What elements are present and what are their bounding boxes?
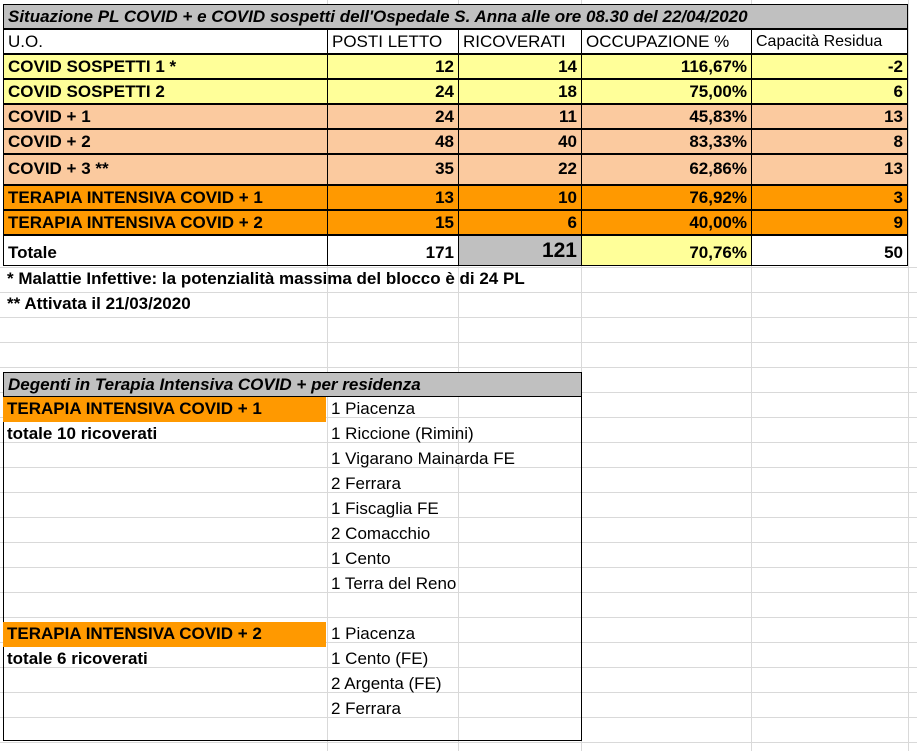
row-1-occupazione[interactable]: 116,67% [581, 54, 752, 79]
row-3-occupazione[interactable]: 45,83% [581, 104, 752, 129]
row-6-occupazione[interactable]: 76,92% [581, 185, 752, 210]
row-3-posti[interactable]: 24 [327, 104, 459, 129]
grid-hline [0, 367, 917, 368]
row-5-posti[interactable]: 35 [327, 154, 459, 185]
row-3-uo[interactable]: COVID + 1 [3, 104, 328, 129]
row-4-capacita[interactable]: 8 [751, 129, 908, 154]
row-1-posti[interactable]: 12 [327, 54, 459, 79]
header-ricoverati[interactable]: RICOVERATI [458, 29, 582, 54]
residence-entry[interactable]: 1 Cento (FE) [331, 649, 429, 668]
row-7-ricoverati[interactable]: 6 [458, 210, 582, 235]
residence-entry[interactable]: 1 Piacenza [331, 399, 416, 418]
total-capacita[interactable]: 50 [751, 235, 908, 266]
row-5-ricoverati[interactable]: 22 [458, 154, 582, 185]
residence-total-2[interactable]: totale 6 ricoverati [7, 649, 148, 668]
residence-entry[interactable]: 1 Cento [331, 549, 391, 568]
row-6-uo[interactable]: TERAPIA INTENSIVA COVID + 1 [3, 185, 328, 210]
row-4-posti[interactable]: 48 [327, 129, 459, 154]
header-uo[interactable]: U.O. [3, 29, 328, 54]
total-ricoverati[interactable]: 121 [458, 235, 582, 266]
row-2-posti[interactable]: 24 [327, 79, 459, 104]
row-5-uo[interactable]: COVID + 3 ** [3, 154, 328, 185]
row-3-ricoverati[interactable]: 11 [458, 104, 582, 129]
total-occupazione[interactable]: 70,76% [581, 235, 752, 266]
residence-entry[interactable]: 2 Ferrara [331, 474, 401, 493]
row-4-occupazione[interactable]: 83,33% [581, 129, 752, 154]
header-capacita-residua[interactable]: Capacità Residua [751, 29, 908, 54]
row-6-capacita[interactable]: 3 [751, 185, 908, 210]
row-7-uo[interactable]: TERAPIA INTENSIVA COVID + 2 [3, 210, 328, 235]
note-attivata[interactable]: ** Attivata il 21/03/2020 [7, 294, 191, 313]
row-2-occupazione[interactable]: 75,00% [581, 79, 752, 104]
row-7-occupazione[interactable]: 40,00% [581, 210, 752, 235]
row-7-capacita[interactable]: 9 [751, 210, 908, 235]
row-2-capacita[interactable]: 6 [751, 79, 908, 104]
row-3-capacita[interactable]: 13 [751, 104, 908, 129]
note-malattie-infettive[interactable]: * Malattie Infettive: la potenzialità massima del blocco è di 24 PL [7, 269, 525, 288]
row-2-uo[interactable]: COVID SOSPETTI 2 [3, 79, 328, 104]
header-occupazione[interactable]: OCCUPAZIONE % [581, 29, 752, 54]
residence-entry[interactable]: 2 Argenta (FE) [331, 674, 442, 693]
residence-title[interactable]: Degenti in Terapia Intensiva COVID + per residenza [3, 372, 582, 397]
residence-entry[interactable]: 1 Piacenza [331, 624, 416, 643]
grid-hline [0, 342, 917, 343]
grid-hline [0, 742, 917, 743]
residence-entry[interactable]: 2 Comacchio [331, 524, 431, 543]
table-title[interactable]: Situazione PL COVID + e COVID sospetti dell'Ospedale S. Anna alle ore 08.30 del 22/04/2020 [3, 4, 908, 29]
row-1-capacita[interactable]: -2 [751, 54, 908, 79]
residence-unit-2[interactable]: TERAPIA INTENSIVA COVID + 2 [3, 622, 326, 647]
residence-total-1[interactable]: totale 10 ricoverati [7, 424, 158, 443]
row-6-posti[interactable]: 13 [327, 185, 459, 210]
grid-vline [908, 0, 909, 751]
row-5-capacita[interactable]: 13 [751, 154, 908, 185]
residence-unit-1[interactable]: TERAPIA INTENSIVA COVID + 1 [3, 397, 326, 422]
residence-entry[interactable]: 1 Riccione (Rimini) [331, 424, 474, 443]
residence-entry[interactable]: 1 Fiscaglia FE [331, 499, 439, 518]
row-4-uo[interactable]: COVID + 2 [3, 129, 328, 154]
residence-entry[interactable]: 1 Terra del Reno [331, 574, 457, 593]
row-1-ricoverati[interactable]: 14 [458, 54, 582, 79]
row-1-uo[interactable]: COVID SOSPETTI 1 * [3, 54, 328, 79]
row-2-ricoverati[interactable]: 18 [458, 79, 582, 104]
grid-hline [0, 317, 917, 318]
total-label[interactable]: Totale [3, 235, 328, 266]
row-4-ricoverati[interactable]: 40 [458, 129, 582, 154]
row-5-occupazione[interactable]: 62,86% [581, 154, 752, 185]
total-posti[interactable]: 171 [327, 235, 459, 266]
header-posti-letto[interactable]: POSTI LETTO [327, 29, 459, 54]
residence-entry[interactable]: 1 Vigarano Mainarda FE [331, 449, 515, 468]
row-7-posti[interactable]: 15 [327, 210, 459, 235]
residence-entry[interactable]: 2 Ferrara [331, 699, 401, 718]
row-6-ricoverati[interactable]: 10 [458, 185, 582, 210]
